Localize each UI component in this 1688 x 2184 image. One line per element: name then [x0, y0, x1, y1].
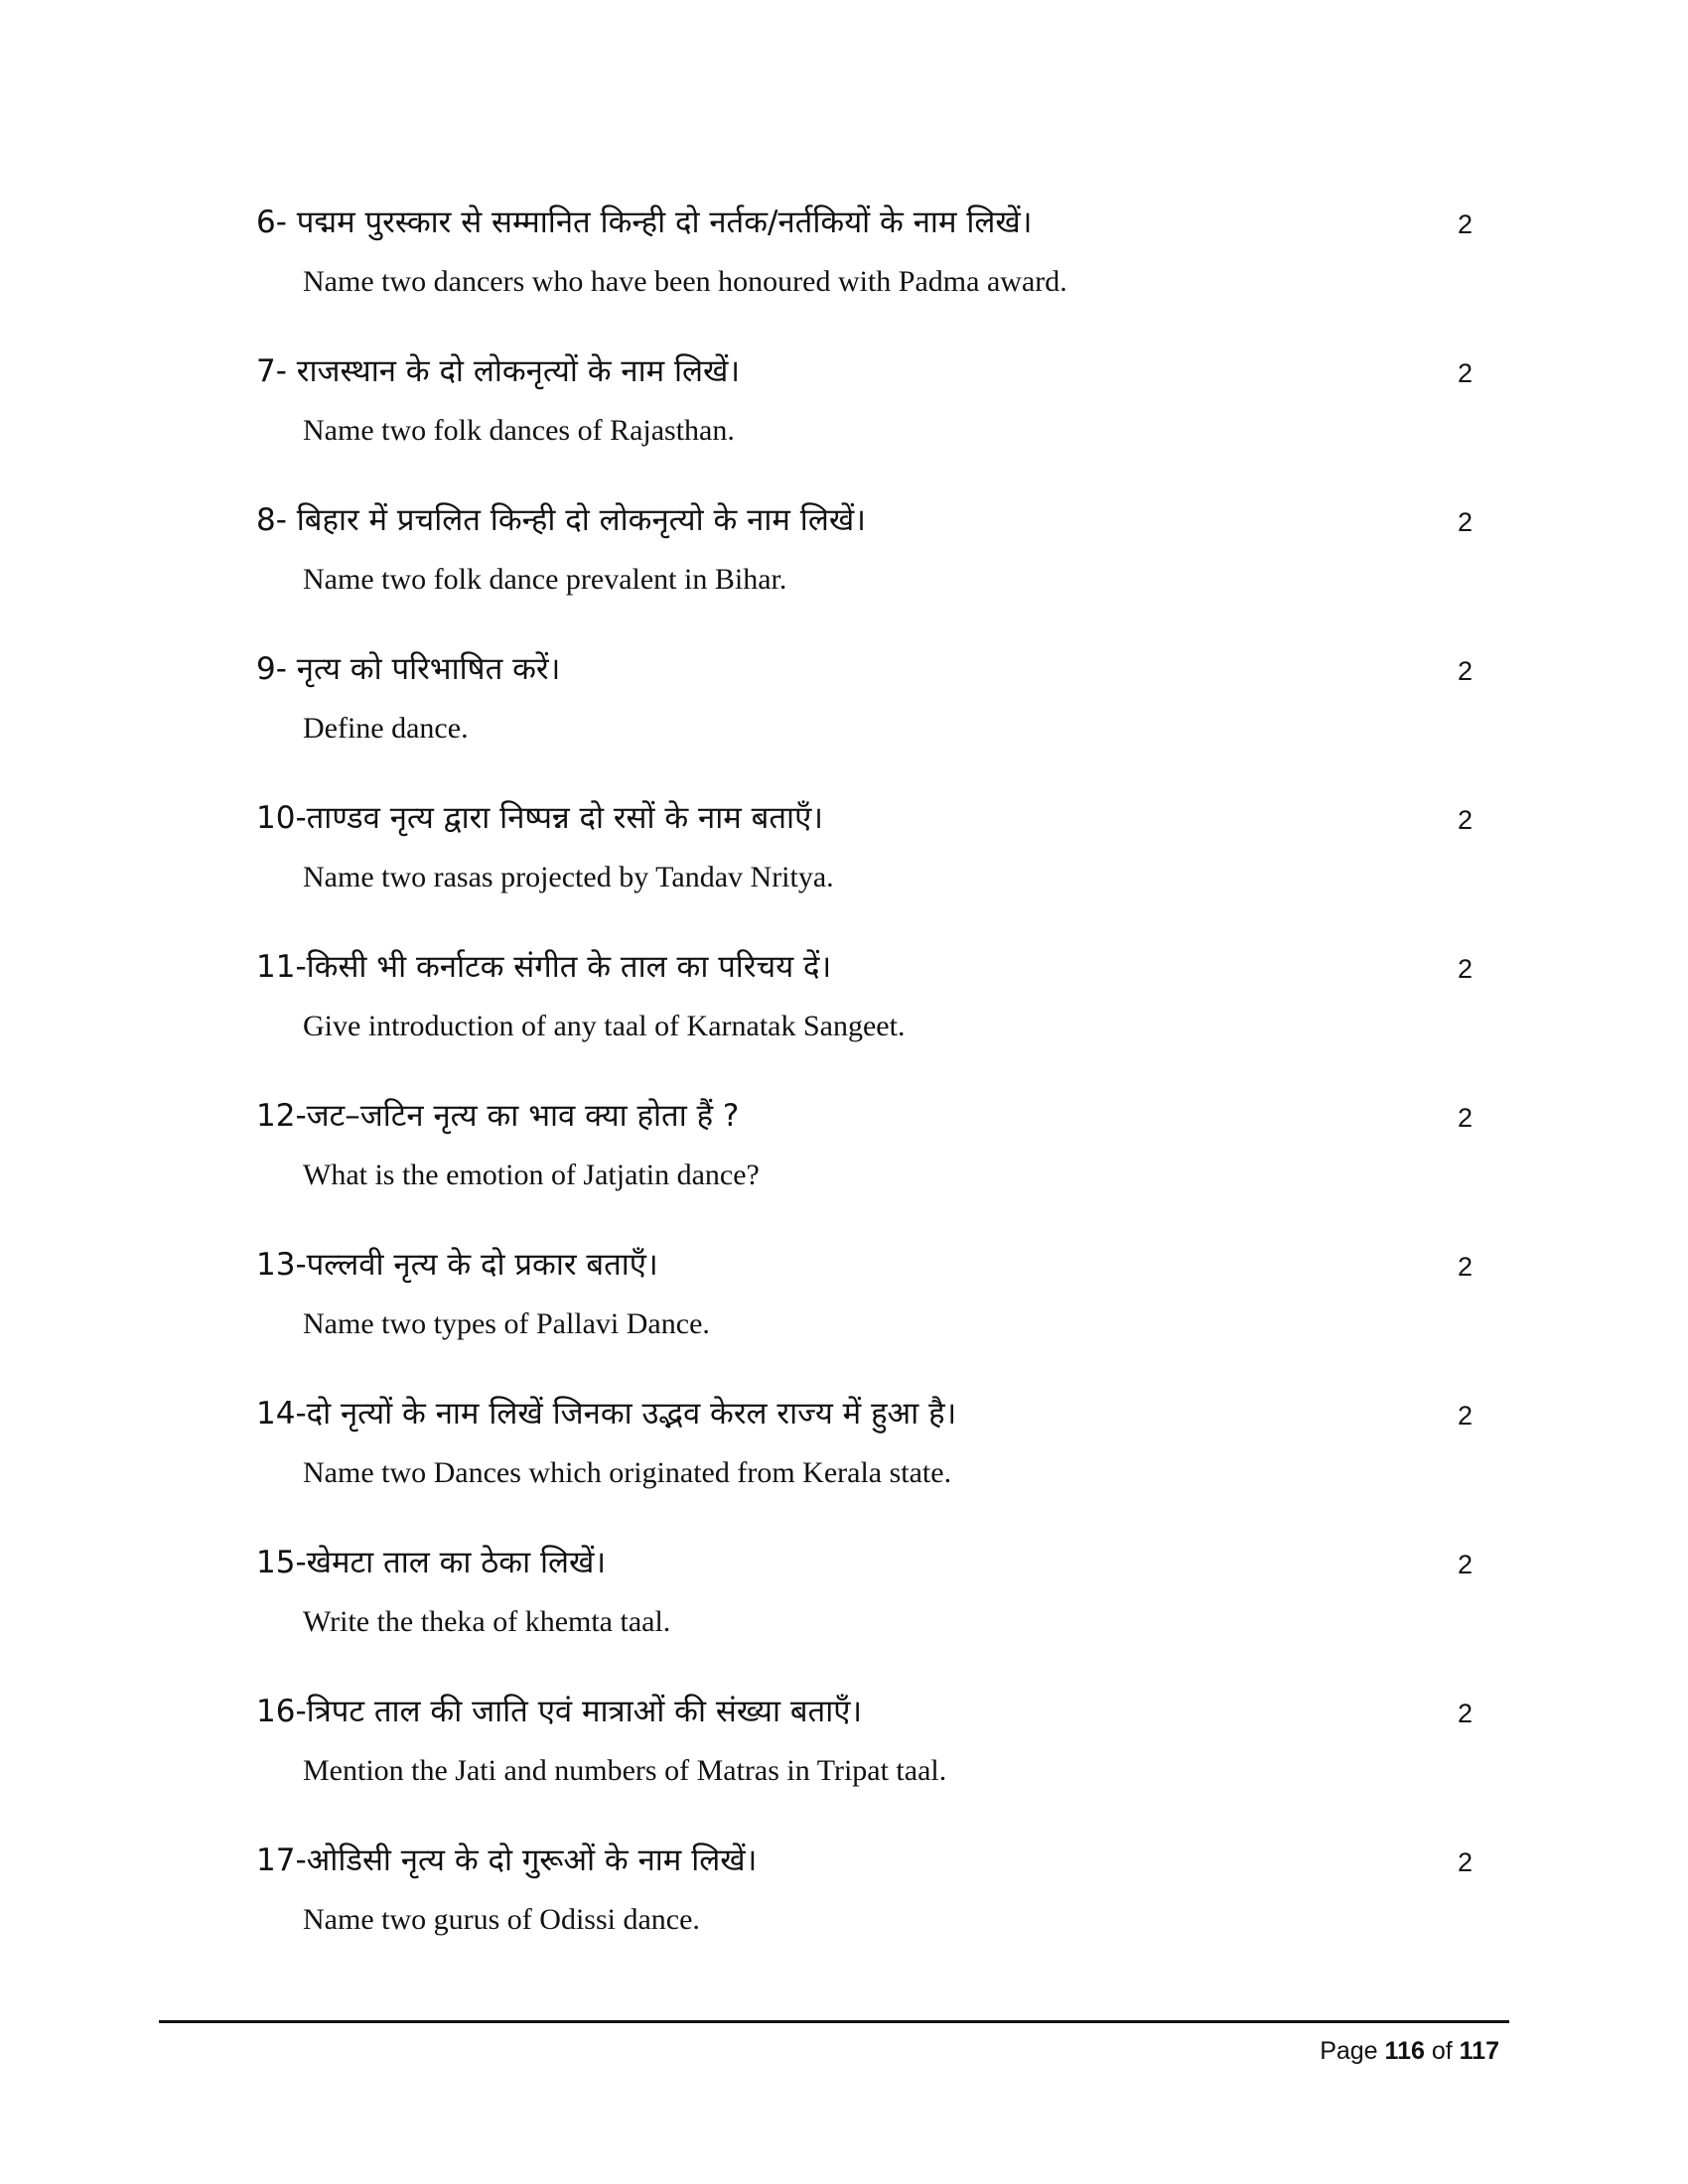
question-english: Name two folk dances of Rajasthan.: [303, 414, 735, 447]
current-page: 116: [1384, 2037, 1425, 2065]
question-10: [256, 794, 1497, 923]
question-marks: 2: [1458, 1847, 1474, 1877]
question-hindi: 9- नृत्य को परिभाषित करें।: [256, 651, 561, 687]
question-14: [256, 1390, 1497, 1519]
question-hindi: 6- पद्मम पुरस्कार से सम्मानित किन्ही दो नर्तक/नर्तकियों के नाम लिखें।: [256, 205, 1033, 240]
question-marks: 2: [1458, 805, 1474, 835]
question-hindi: 17-ओडिसी नृत्य के दो गुरूओं के नाम लिखें।: [256, 1843, 758, 1878]
question-6: [256, 199, 1497, 328]
question-hindi: 7- राजस्थान के दो लोकनृत्यों के नाम लिखें।: [256, 353, 741, 389]
total-pages: 117: [1459, 2037, 1499, 2065]
question-marks: 2: [1458, 656, 1474, 686]
question-8: [256, 496, 1497, 625]
question-hindi: 16-त्रिपट ताल की जाति एवं मात्राओं की संख्या बताएँ।: [256, 1694, 863, 1729]
question-marks: 2: [1458, 358, 1474, 388]
question-7: [256, 347, 1497, 477]
question-english: Name two dancers who have been honoured with Padma award.: [303, 265, 1067, 298]
question-english: Name two Dances which originated from Kerala state.: [303, 1456, 952, 1489]
page-number: [1231, 2033, 1499, 2069]
question-11: [256, 943, 1497, 1072]
question-marks: 2: [1458, 1699, 1474, 1728]
footer-divider: [159, 2020, 1509, 2023]
question-9: [256, 645, 1497, 774]
page-word: Page: [1320, 2037, 1378, 2065]
question-13: [256, 1241, 1497, 1370]
question-marks: 2: [1458, 1401, 1474, 1431]
question-english: What is the emotion of Jatjatin dance?: [303, 1159, 760, 1191]
question-english: Name two folk dance prevalent in Bihar.: [303, 563, 787, 596]
of-word: of: [1431, 2037, 1453, 2065]
question-hindi: 8- बिहार में प्रचलित किन्ही दो लोकनृत्यो के नाम लिखें।: [256, 502, 866, 538]
question-marks: 2: [1458, 954, 1474, 984]
question-marks: 2: [1458, 209, 1474, 239]
question-hindi: 14-दो नृत्यों के नाम लिखें जिनका उद्भव केरल राज्य में हुआ है।: [256, 1396, 957, 1432]
question-marks: 2: [1458, 1103, 1474, 1133]
question-marks: 2: [1458, 1550, 1474, 1579]
question-marks: 2: [1458, 507, 1474, 537]
question-hindi: 15-खेमटा ताल का ठेका लिखें।: [256, 1545, 607, 1580]
question-hindi: 11-किसी भी कर्नाटक संगीत के ताल का परिचय दें।: [256, 949, 832, 985]
question-marks: 2: [1458, 1252, 1474, 1282]
question-16: [256, 1688, 1497, 1817]
question-hindi: 13-पल्लवी नृत्य के दो प्रकार बताएँ।: [256, 1247, 658, 1283]
question-english: Give introduction of any taal of Karnatak Sangeet.: [303, 1010, 906, 1042]
question-17: [256, 1837, 1497, 1966]
question-12: [256, 1092, 1497, 1221]
question-english: Mention the Jati and numbers of Matras in Tripat taal.: [303, 1754, 947, 1787]
question-english: Write the theka of khemta taal.: [303, 1605, 671, 1638]
question-english: Define dance.: [303, 712, 469, 745]
question-hindi: 12-जट–जटिन नृत्य का भाव क्या होता हैं ?: [256, 1098, 740, 1134]
question-english: Name two types of Pallavi Dance.: [303, 1307, 710, 1340]
question-english: Name two rasas projected by Tandav Nritya.: [303, 861, 834, 893]
question-15: [256, 1539, 1497, 1668]
question-english: Name two gurus of Odissi dance.: [303, 1903, 700, 1936]
question-hindi: 10-ताण्डव नृत्य द्वारा निष्पन्न दो रसों के नाम बताएँ।: [256, 800, 823, 836]
